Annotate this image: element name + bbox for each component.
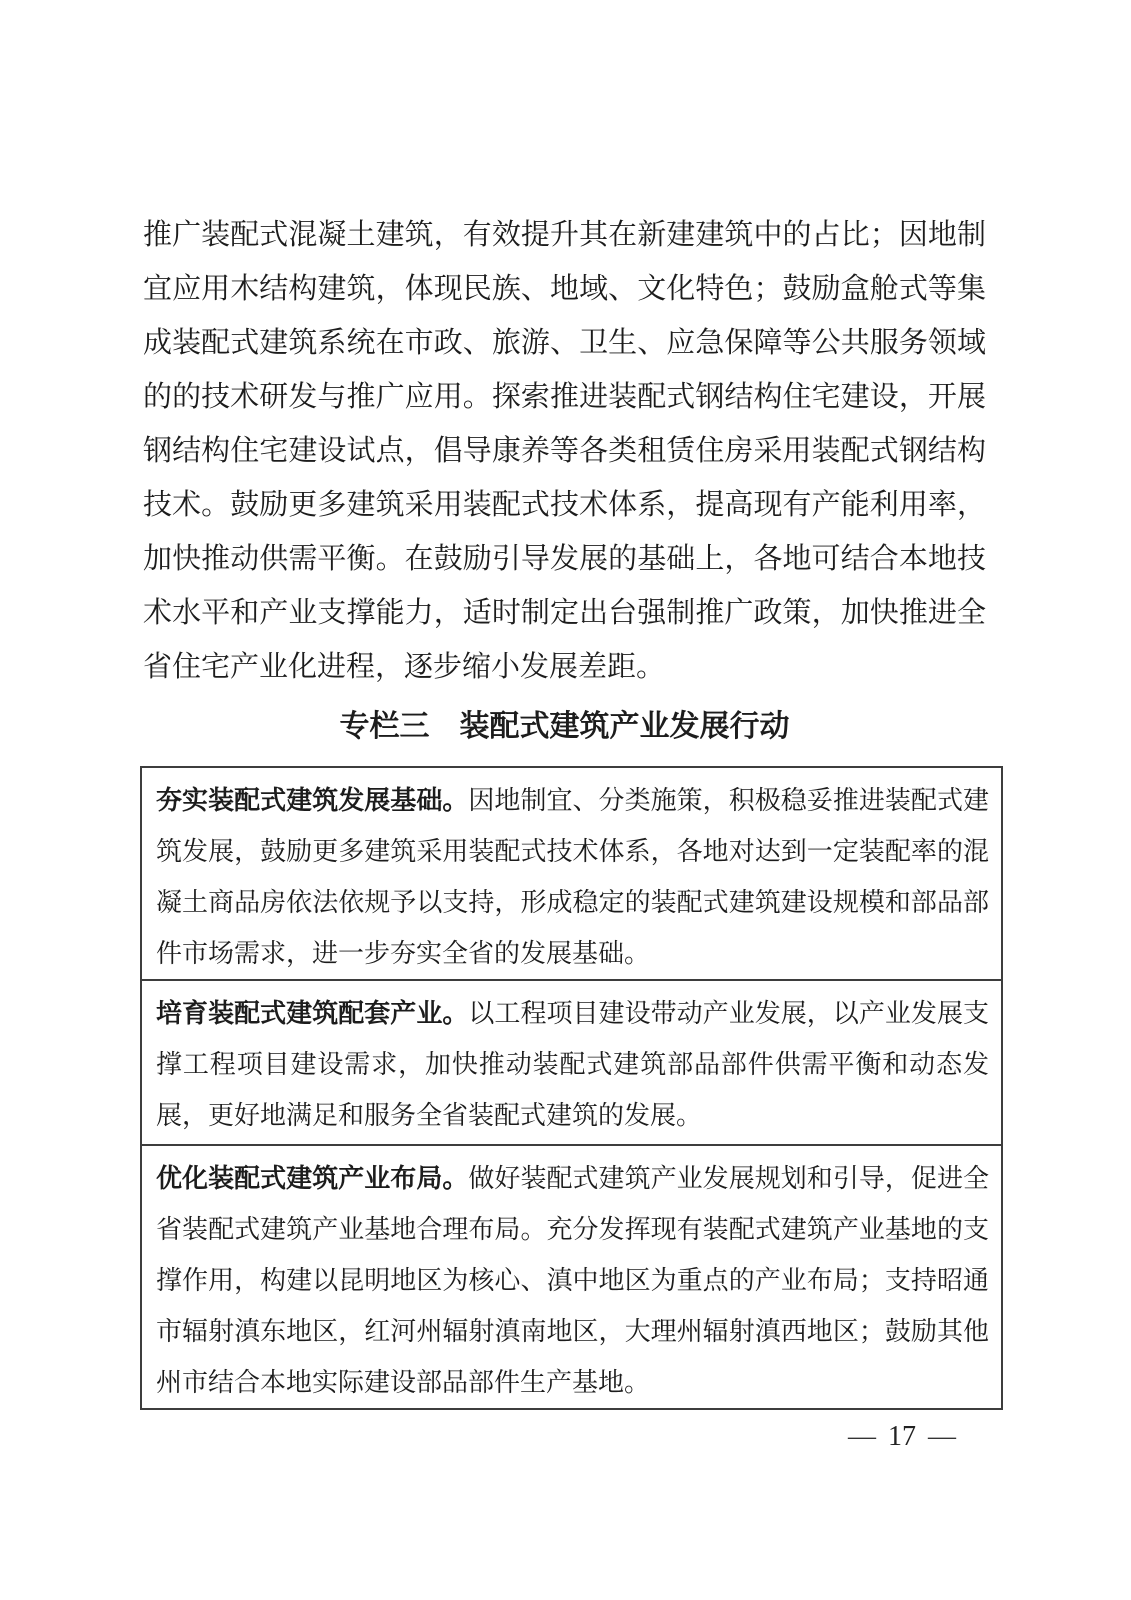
box-row-body: 做好装配式建筑产业发展规划和引导，促进全省装配式建筑产业基地合理布局。充分发挥现有装配式建筑产业基地的支撑作用，构建以昆明地区为核心、滇中地区为重点的产业布局；支持昭通市辐射滇东地区，红河州辐射滇南地区，大理州辐射滇西地区；鼓励其他州市结合本地实际建设部品部件生产基地。 bbox=[156, 1164, 989, 1397]
box-row-cultivate-industry bbox=[142, 979, 1001, 1144]
box-title-label: 专栏三 bbox=[339, 710, 430, 743]
page-number bbox=[848, 1420, 956, 1454]
page-number-right-dash: — bbox=[928, 1421, 956, 1452]
box-title-text: 装配式建筑产业发展行动 bbox=[459, 710, 790, 743]
page-number-value: 17 bbox=[888, 1421, 916, 1452]
box-row-consolidate-foundation bbox=[142, 768, 1001, 979]
box-row-body: 以工程项目建设带动产业发展，以产业发展支撑工程项目建设需求，加快推动装配式建筑部品部件供需平衡和动态发展，更好地满足和服务全省装配式建筑的发展。 bbox=[156, 999, 989, 1130]
box-title bbox=[143, 706, 986, 748]
info-box bbox=[140, 766, 1003, 1410]
box-row-optimize-layout bbox=[142, 1144, 1001, 1408]
body-paragraph: 推广装配式混凝土建筑，有效提升其在新建建筑中的占比；因地制宜应用木结构建筑，体现民族、地域、文化特色；鼓励盒舱式等集成装配式建筑系统在市政、旅游、卫生、应急保障等公共服务领域的的技术研发与推广应用。探索推进装配式钢结构住宅建设，开展钢结构住宅建设试点，倡导康养等各类租赁住房采用装配式钢结构技术。鼓励更多建筑采用装配式技术体系，提高现有产能利用率，加快推动供需平衡。在鼓励引导发展的基础上，各地可结合本地技术水平和产业支撑能力，适时制定出台强制推广政策，加快推进全省住宅产业化进程，逐步缩小发展差距。 bbox=[143, 219, 986, 683]
box-row-lead: 夯实装配式建筑发展基础。 bbox=[156, 785, 469, 815]
box-row-lead: 优化装配式建筑产业布局。 bbox=[156, 1163, 469, 1193]
box-row-body: 因地制宜、分类施策，积极稳妥推进装配式建筑发展，鼓励更多建筑采用装配式技术体系，各地对达到一定装配率的混凝土商品房依法依规予以支持，形成稳定的装配式建筑建设规模和部品部件市场需求，进一步夯实全省的发展基础。 bbox=[156, 786, 989, 968]
page-number-left-dash: — bbox=[848, 1421, 876, 1452]
box-row-lead: 培育装配式建筑配套产业。 bbox=[156, 998, 469, 1028]
